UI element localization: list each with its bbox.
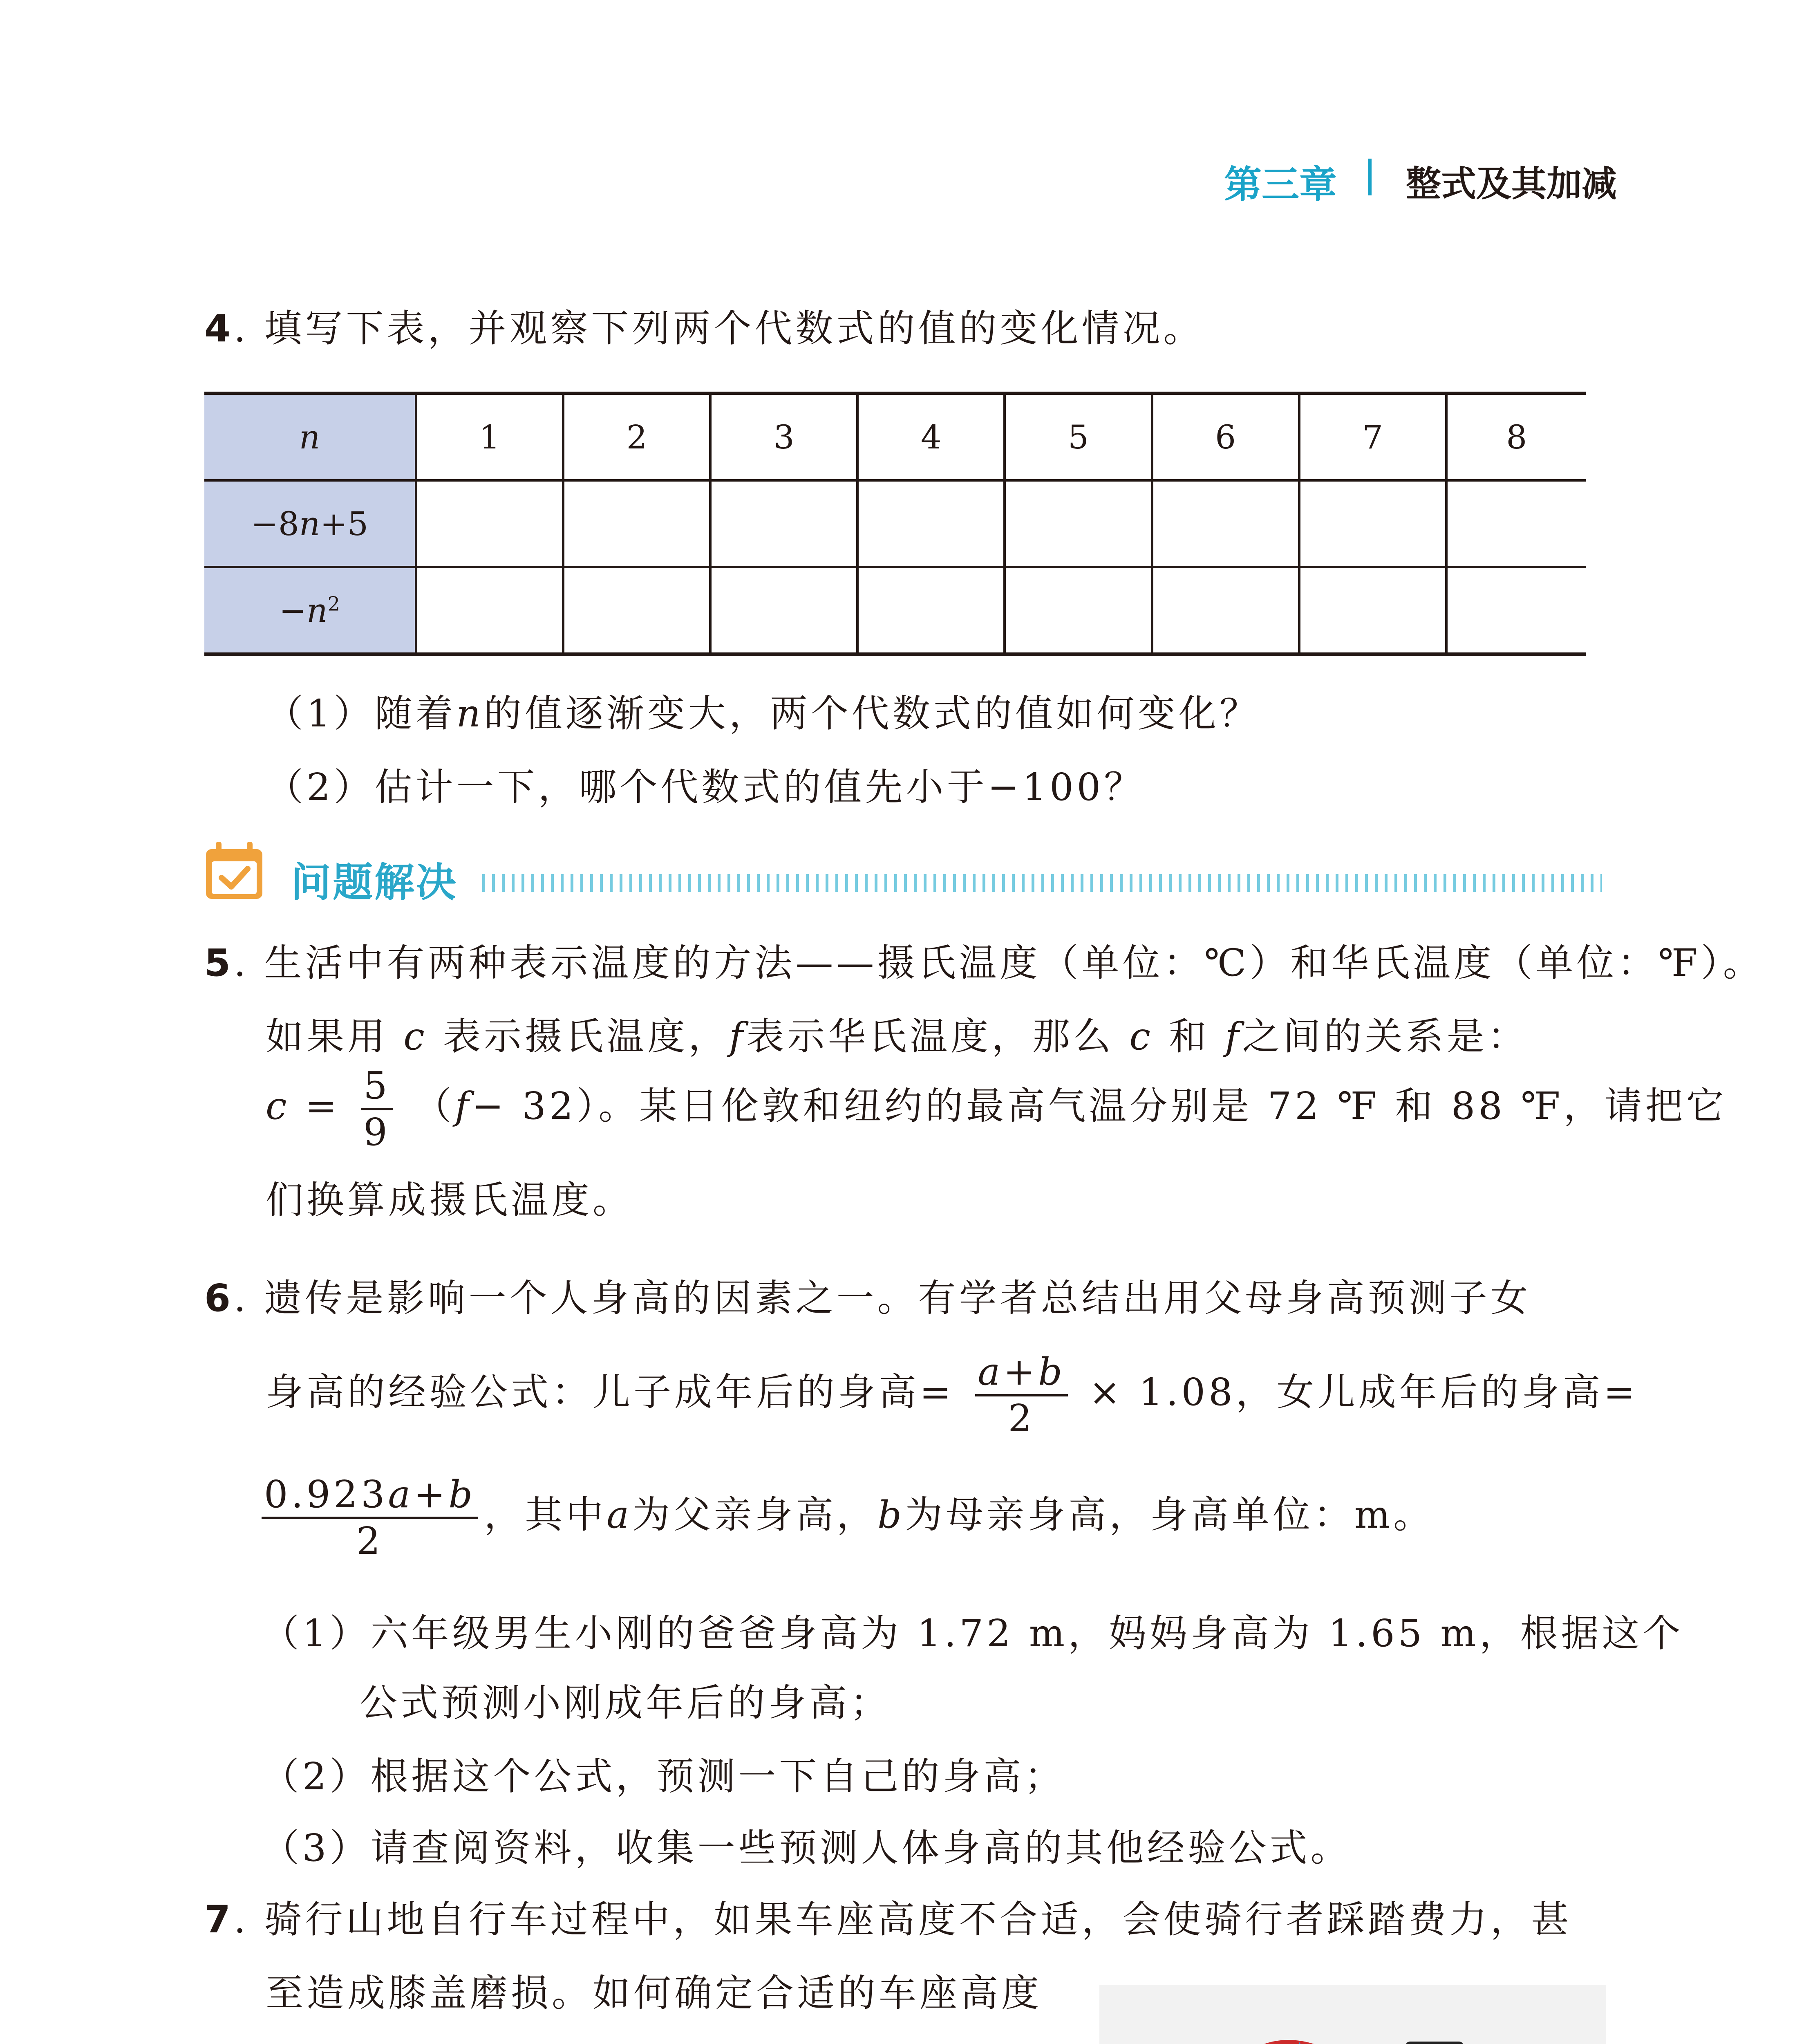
- table-cell-empty: [1005, 567, 1152, 654]
- q7-line1: 7. 骑行山地自行车过程中，如果车座高度不合适，会使骑行者踩踏费力，甚: [204, 1898, 1572, 1941]
- table-col-header: 2: [563, 393, 710, 480]
- q4-table: [204, 392, 1586, 656]
- header-divider: [1368, 159, 1372, 195]
- table-row: [204, 567, 1586, 654]
- table-cell-empty: [857, 480, 1005, 567]
- q6-sub3: （3）请查阅资料，收集一些预测人体身高的其他经验公式。: [262, 1826, 1352, 1870]
- chapter-title: 整式及其加减: [1406, 164, 1617, 204]
- calendar-check-icon: [204, 840, 265, 901]
- q4-prompt: 4. 填写下表，并观察下列两个代数式的值的变化情况。: [204, 307, 1204, 350]
- q5-line3: c = $\frac{5}{9}$ （f− 32）。某日伦敦和纽约的最高气温分别是 72 ℉ 和 88 ℉，请把它: [266, 1064, 1727, 1154]
- q6-line3: $\frac{0.923a+b}{2}$ ，其中a为父亲身高，b为母亲身高，身高单位：m。: [262, 1476, 1434, 1560]
- table-col-header: 5: [1005, 393, 1152, 480]
- table-cell-empty: [710, 480, 857, 567]
- table-cell-empty: [1005, 480, 1152, 567]
- table-col-header: 4: [857, 393, 1005, 480]
- section-divider: [482, 874, 1602, 892]
- table-cell-empty: [1152, 567, 1299, 654]
- table-cell-empty: [563, 480, 710, 567]
- q4-sub2: （2）估计一下，哪个代数式的值先小于−100？: [266, 765, 1145, 809]
- table-row-header: n: [204, 393, 416, 480]
- q7-number: 7: [204, 1898, 234, 1941]
- table-cell-empty: [1299, 567, 1446, 654]
- table-cell-empty: [710, 567, 857, 654]
- q5-number: 5: [204, 941, 234, 985]
- section-title: 问题解决: [291, 859, 458, 906]
- table-row-header: −8n+5: [204, 480, 416, 567]
- q4-sub1: （1）随着n的值逐渐变大，两个代数式的值如何变化？: [266, 692, 1260, 735]
- table-col-header: 1: [416, 393, 563, 480]
- bicycle-icon: [1099, 1985, 1606, 2044]
- q6-line2: 身高的经验公式：儿子成年后的身高= $\frac{a+b}{2}$ × 1.08，女儿成年后的身高=: [266, 1350, 1638, 1440]
- chapter-label: 第三章: [1224, 163, 1337, 206]
- q6-number: 6: [204, 1276, 234, 1320]
- fraction-son-height: $\frac{a+b}{2}$: [975, 1353, 1068, 1437]
- table-cell-empty: [1446, 480, 1586, 567]
- table-cell-empty: [1152, 480, 1299, 567]
- q5-line1: 5. 生活中有两种表示温度的方法——摄氏温度（单位：℃）和华氏温度（单位：℉）。: [204, 941, 1764, 985]
- table-col-header: 3: [710, 393, 857, 480]
- q6-sub1-line1: （1）六年级男生小刚的爸爸身高为 1.72 m，妈妈身高为 1.65 m，根据这个: [262, 1611, 1684, 1655]
- bicycle-photo: [1099, 1985, 1606, 2044]
- table-cell-empty: [563, 567, 710, 654]
- table-cell-empty: [416, 567, 563, 654]
- q4-number: 4: [204, 307, 234, 350]
- q6-line1: 6. 遗传是影响一个人身高的因素之一。有学者总结出用父母身高预测子女: [204, 1276, 1531, 1320]
- q6-sub1-line2: 公式预测小刚成年后的身高；: [360, 1681, 891, 1725]
- fraction-5-9: $\frac{5}{9}$: [361, 1067, 393, 1151]
- table-cell-empty: [857, 567, 1005, 654]
- q4-text: 填写下表，并观察下列两个代数式的值的变化情况。: [264, 307, 1204, 350]
- table-row: [204, 393, 1586, 480]
- table-col-header: 6: [1152, 393, 1299, 480]
- table-cell-empty: [1446, 567, 1586, 654]
- table-row: [204, 480, 1586, 567]
- table-col-header: 7: [1299, 393, 1446, 480]
- q5-line2: 如果用 c 表示摄氏温度，f表示华氏温度，那么 c 和 f之间的关系是：: [266, 1015, 1529, 1058]
- table-cell-empty: [416, 480, 563, 567]
- fraction-daughter-height: $\frac{0.923a+b}{2}$: [262, 1476, 478, 1560]
- q6-sub2: （2）根据这个公式，预测一下自己的身高；: [262, 1755, 1065, 1798]
- q7-line2: 至造成膝盖磨损。如何确定合适的车座高度: [266, 1971, 1043, 2015]
- table-col-header: 8: [1446, 393, 1586, 480]
- table-cell-empty: [1299, 480, 1446, 567]
- table-row-header: $-n^2$: [204, 567, 416, 654]
- q5-line4: 们换算成摄氏温度。: [266, 1178, 634, 1222]
